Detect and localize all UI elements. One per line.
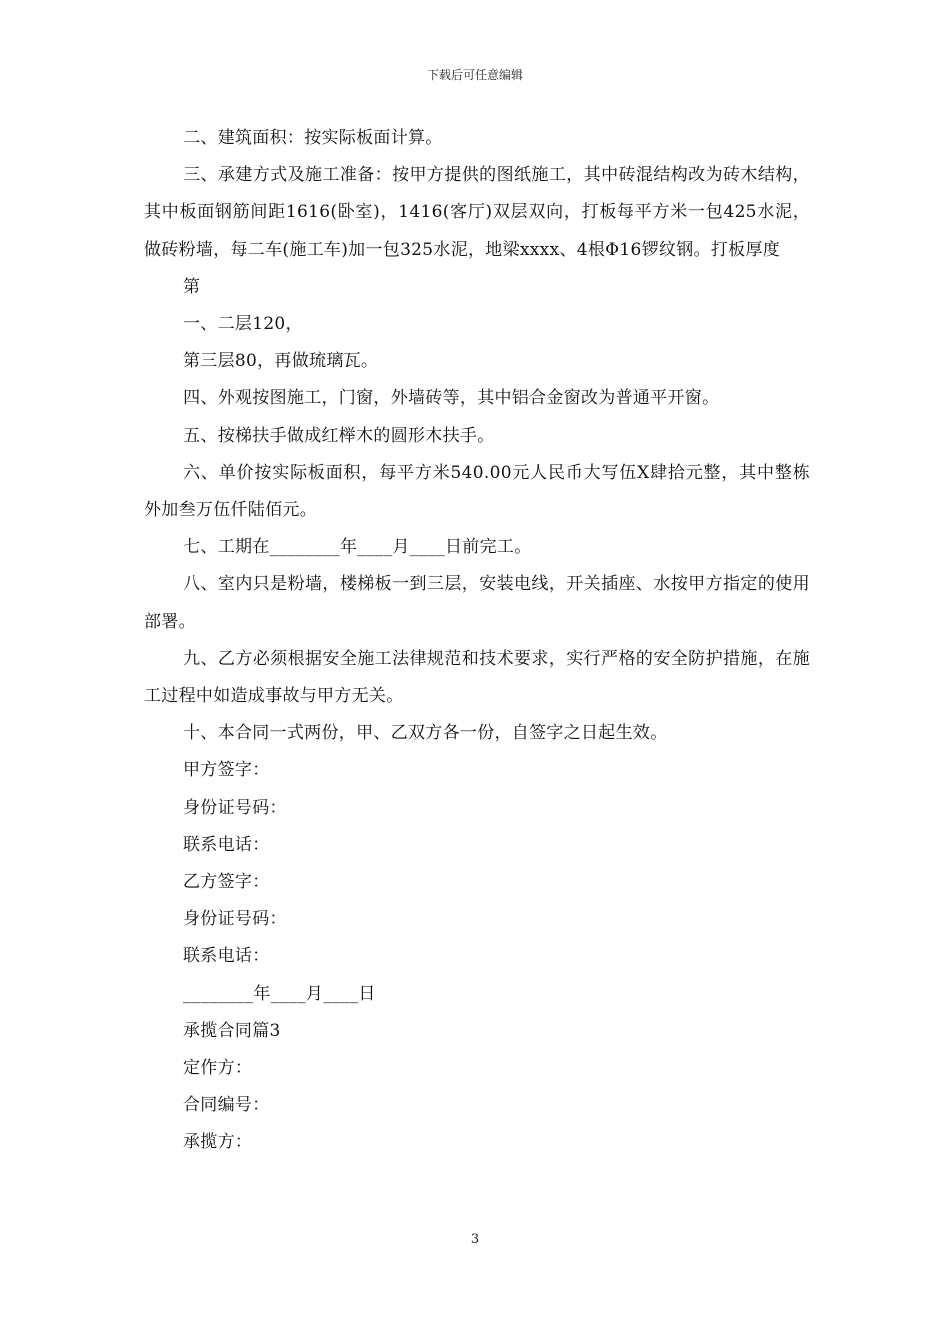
party-a-id-label: 身份证号码：	[183, 797, 287, 818]
party-b-signature-label: 乙方签字：	[183, 872, 270, 893]
clause-8: 八、室内只是粉墙，楼梯板一到三层，安装电线，开关插座、水按甲方指定的使用部署。	[144, 574, 810, 632]
clause-3-continuation-di: 第	[183, 276, 201, 297]
party-a-phone-label: 联系电话：	[183, 834, 270, 855]
next-contract-title: 承揽合同篇3	[183, 1020, 281, 1041]
clause-3-floor-3: 第三层80，再做琉璃瓦。	[183, 351, 379, 372]
clause-5: 五、按梯扶手做成红榉木的圆形木扶手。	[183, 425, 495, 446]
contractor-label: 承揽方：	[183, 1132, 253, 1153]
document-body	[144, 120, 810, 1162]
page-header: 下载后可任意编辑	[426, 68, 523, 82]
clause-10: 十、本合同一式两份，甲、乙双方各一份，自签字之日起生效。	[183, 723, 668, 744]
clause-9: 九、乙方必须根据安全施工法律规范和技术要求，实行严格的安全防护措施，在施工过程中如造成事故与甲方无关。	[144, 648, 810, 707]
orderer-label: 定作方：	[183, 1058, 253, 1079]
clause-3-floor-1-2: 一、二层120，	[183, 314, 303, 335]
clause-3: 三、承建方式及施工准备：按甲方提供的图纸施工，其中砖混结构改为砖木结构，其中板面钢筋间距1616(卧室)，1416(客厅)双层双向，打板每平方米一包425水泥，做砖粉墙，每二车(施工车)加一包325水泥，地梁xxxx、4根Φ16锣纹钢。打板厚度	[144, 165, 810, 260]
page-number: 3	[470, 1232, 480, 1247]
contract-number-label: 合同编号：	[183, 1095, 270, 1116]
party-a-signature-label: 甲方签字：	[183, 760, 270, 781]
party-b-id-label: 身份证号码：	[183, 909, 287, 930]
clause-4: 四、外观按图施工，门窗，外墙砖等，其中铝合金窗改为普通平开窗。	[183, 388, 720, 409]
clause-2: 二、建筑面积：按实际板面计算。	[183, 128, 443, 148]
signing-date-line: ________年____月____日	[183, 983, 376, 1004]
party-b-phone-label: 联系电话：	[183, 946, 270, 967]
clause-6: 六、单价按实际板面积，每平方米540.00元人民币大写伍X肆拾元整，其中整栋外加叁万伍仟陆佰元。	[144, 462, 810, 521]
clause-7: 七、工期在________年____月____日前完工。	[183, 537, 532, 558]
